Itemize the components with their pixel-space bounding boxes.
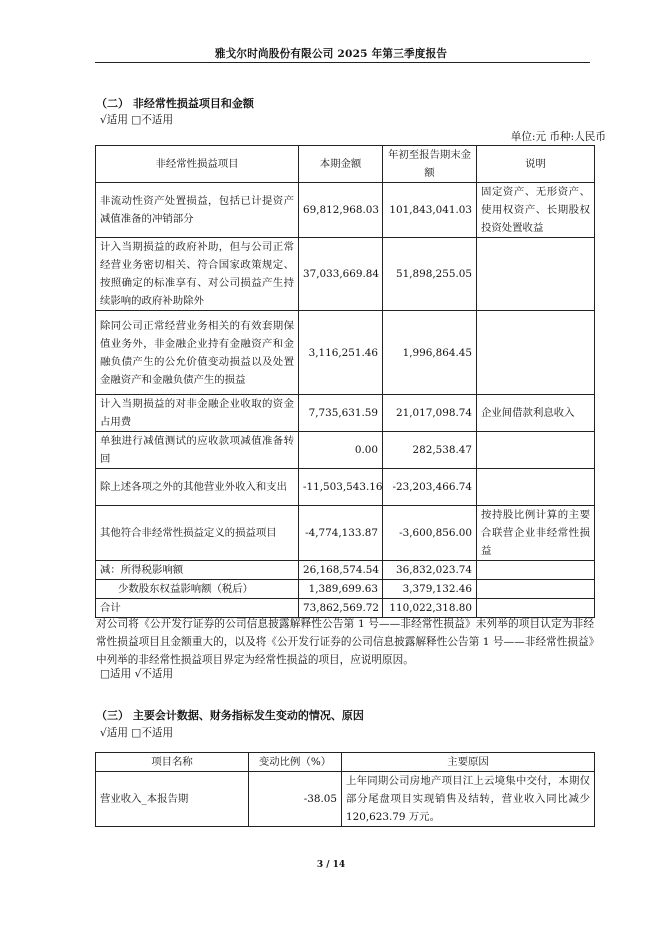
row-current: 1,389,699.63: [299, 580, 383, 599]
row-ytd: 1,996,864.45: [383, 311, 477, 395]
row-current: 7,735,631.59: [299, 395, 383, 432]
row-ratio: -38.05: [249, 772, 342, 827]
col-header-ytd: 年初至报告期末金额: [383, 146, 477, 183]
row-item: 除上述各项之外的其他营业外收入和支出: [96, 469, 299, 506]
table-row: [96, 580, 595, 599]
header-rule: [95, 62, 590, 63]
row-ytd: 101,843,041.03: [383, 183, 477, 238]
row-current: 73,862,569.72: [299, 599, 383, 618]
row-item: 计入当期损益的对非金融企业收取的资金占用费: [96, 395, 299, 432]
col-header-note: 说明: [477, 146, 595, 183]
row-ytd: 36,832,023.74: [383, 561, 477, 580]
table-row: [96, 311, 595, 395]
row-current: -4,774,133.87: [299, 506, 383, 561]
section2-applicability-2: □适用 √不适用: [100, 668, 174, 680]
non-recurring-table: [95, 145, 595, 618]
row-item: 营业收入_本报告期: [96, 772, 249, 827]
table-row: [96, 432, 595, 469]
row-item: 少数股东权益影响额（税后）: [96, 580, 299, 599]
section3-heading: （三） 主要会计数据、财务指标发生变动的情况、原因: [96, 709, 364, 722]
row-item: 除同公司正常经营业务相关的有效套期保值业务外，非金融企业持有金融资产和金融负债产生的公允价值变动损益以及处置金融资产和金融负债产生的损益: [96, 311, 299, 395]
row-current: 3,116,251.46: [299, 311, 383, 395]
table-row: [96, 395, 595, 432]
unit-label: 单位:元 币种:人民币: [510, 131, 606, 143]
row-note: 按持股比例计算的主要合联营企业非经常性损益: [477, 506, 595, 561]
row-note: [477, 432, 595, 469]
report-header: 雅戈尔时尚股份有限公司 2025 年第三季度报告: [214, 48, 448, 60]
table-row: [96, 183, 595, 238]
row-ytd: 110,022,318.80: [383, 599, 477, 618]
row-item: 单独进行减值测试的应收款项减值准备转回: [96, 432, 299, 469]
row-current: 69,812,968.03: [299, 183, 383, 238]
row-note: [477, 469, 595, 506]
change-reason-table: [95, 752, 595, 827]
row-ytd: -23,203,466.74: [383, 469, 477, 506]
col-header-reason: 主要原因: [342, 753, 595, 772]
row-current: 37,033,669.84: [299, 238, 383, 311]
row-ytd: 51,898,255.05: [383, 238, 477, 311]
page-number: 3 / 14: [316, 860, 346, 870]
table-header-row: [96, 146, 595, 183]
table-row: [96, 561, 595, 580]
row-ytd: 21,017,098.74: [383, 395, 477, 432]
row-item: 其他符合非经常性损益定义的损益项目: [96, 506, 299, 561]
col-header-current: 本期金额: [299, 146, 383, 183]
row-item: 非流动性资产处置损益，包括已计提资产减值准备的冲销部分: [96, 183, 299, 238]
section2-heading: （二） 非经常性损益项目和金额: [96, 97, 254, 110]
row-note: 企业间借款利息收入: [477, 395, 595, 432]
section3-applicability: √适用 □不适用: [100, 727, 174, 739]
row-current: 0.00: [299, 432, 383, 469]
row-reason: 上年同期公司房地产项目江上云境集中交付，本期仅部分尾盘项目实现销售及结转，营业收入同比减少 120,623.79 万元。: [342, 772, 595, 827]
table-row: [96, 469, 595, 506]
col-header-item: 项目名称: [96, 753, 249, 772]
col-header-ratio: 变动比例（%）: [249, 753, 342, 772]
row-item: 合计: [96, 599, 299, 618]
row-item: 减：所得税影响额: [96, 561, 299, 580]
table-header-row: [96, 753, 595, 772]
row-note: [477, 561, 595, 580]
col-header-item: 非经常性损益项目: [96, 146, 299, 183]
row-note: [477, 238, 595, 311]
row-ytd: 3,379,132.46: [383, 580, 477, 599]
row-item: 计入当期损益的政府补助，但与公司正常经营业务密切相关、符合国家政策规定、按照确定的标准享有、对公司损益产生持续影响的政府补助除外: [96, 238, 299, 311]
table-row: [96, 506, 595, 561]
row-note: [477, 311, 595, 395]
row-note: 固定资产、无形资产、使用权资产、长期股权投资处置收益: [477, 183, 595, 238]
row-current: -11,503,543.16: [299, 469, 383, 506]
row-ytd: 282,538.47: [383, 432, 477, 469]
explanation-paragraph: 对公司将《公开发行证券的公司信息披露解释性公告第 1 号——非经常性损益》未列举的项目认定为非经常性损益项目且金额重大的，以及将《公开发行证券的公司信息披露解释性公告第 1 号——非经常性损益》中列举的非经常性损益项目界定为经常性损益的项目，应说明原因。: [96, 618, 594, 666]
row-current: 26,168,574.54: [299, 561, 383, 580]
table-row: [96, 238, 595, 311]
row-ytd: -3,600,856.00: [383, 506, 477, 561]
section2-applicability: √适用 □不适用: [100, 114, 174, 126]
table-row: [96, 772, 595, 827]
row-note: [477, 580, 595, 599]
